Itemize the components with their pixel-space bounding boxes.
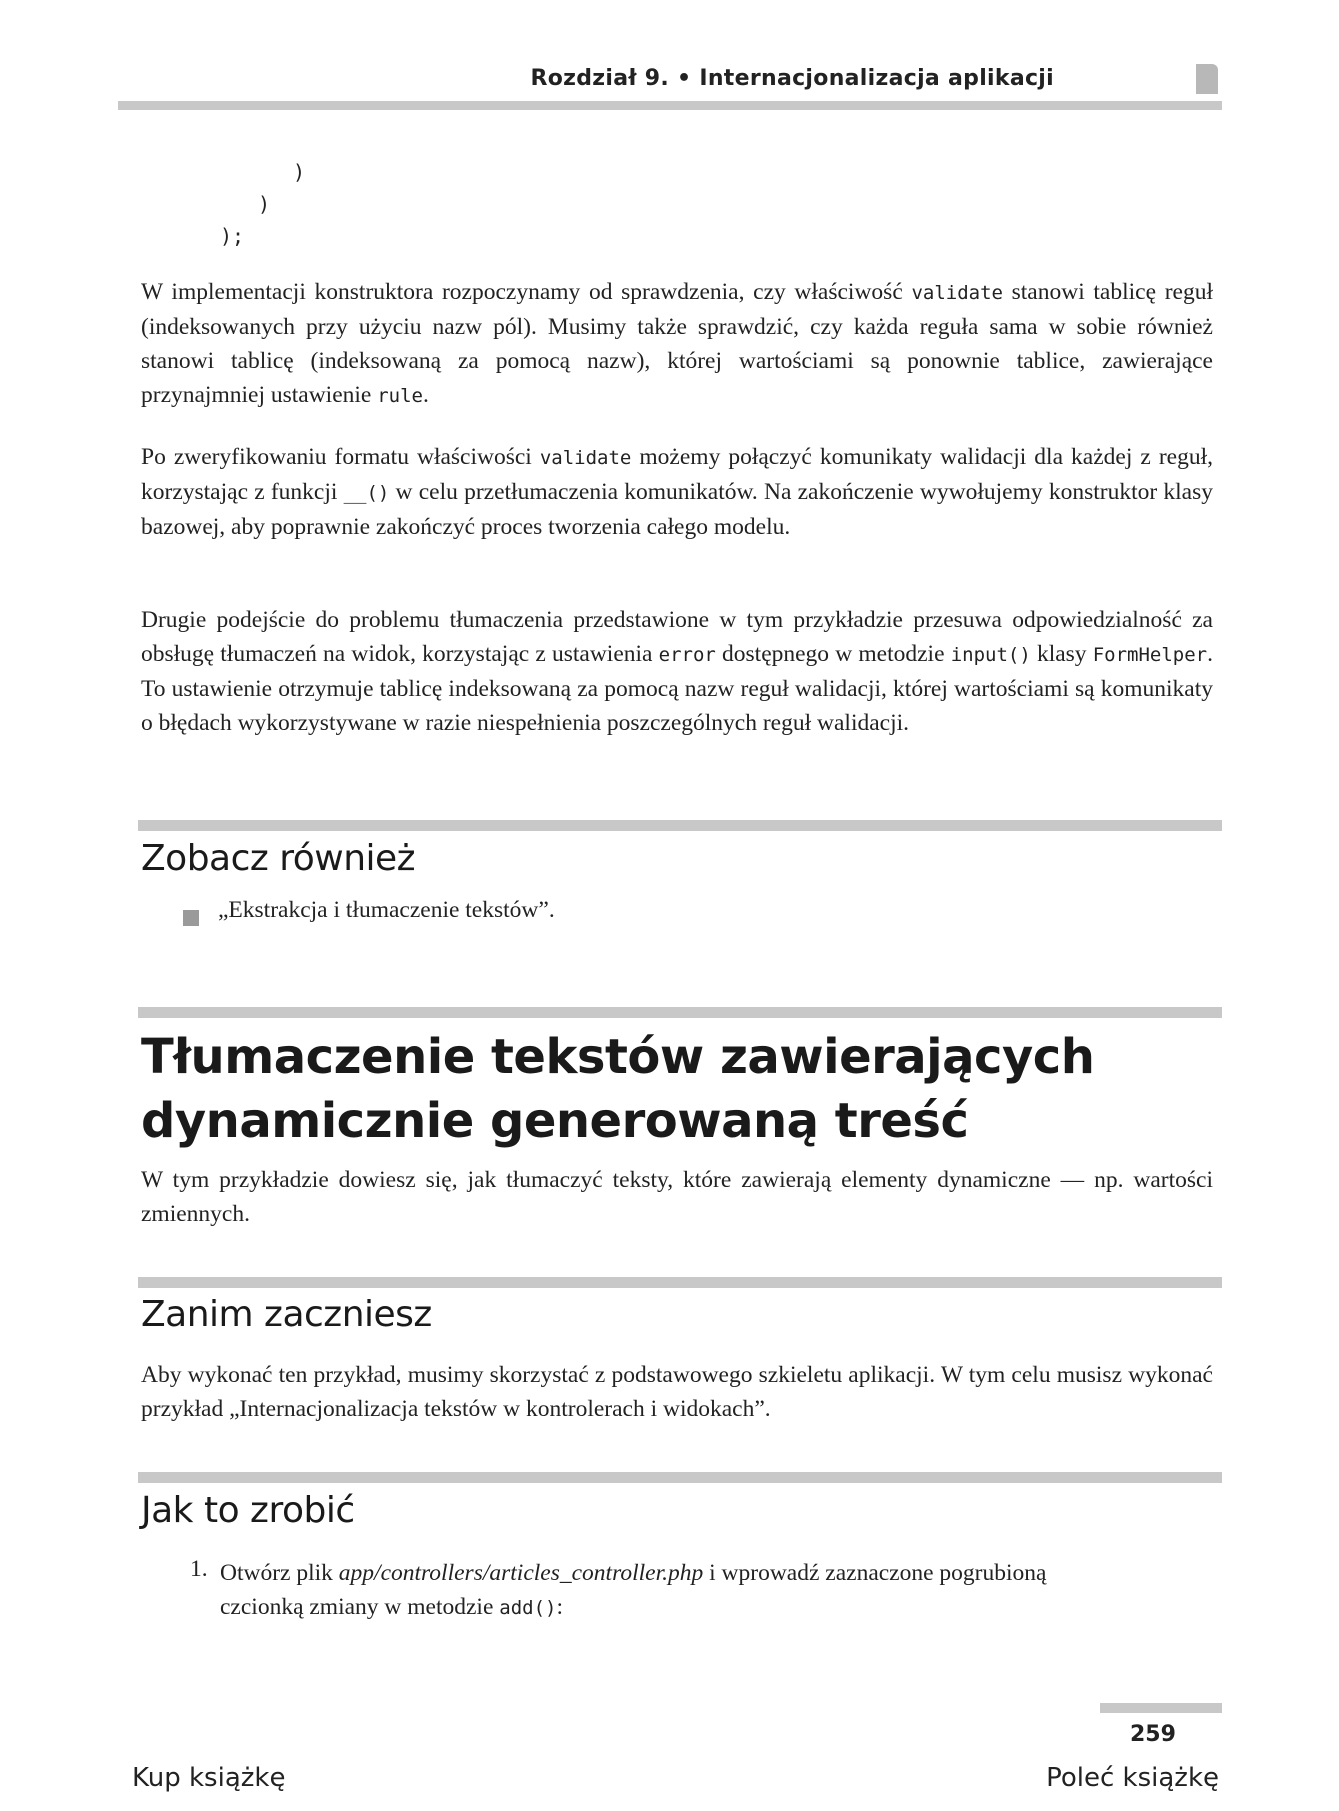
bullet-square-icon: [183, 910, 199, 926]
section-rule: [138, 1472, 1222, 1483]
recipe-title: [141, 1025, 1221, 1153]
inline-code: validate: [539, 447, 632, 469]
recommend-book-link[interactable]: Poleć książkę: [1046, 1763, 1219, 1793]
before-you-begin-heading: Zanim zaczniesz: [141, 1294, 432, 1335]
inline-code: input(): [950, 644, 1031, 666]
code-line: ): [293, 160, 306, 184]
text-run: Drugie podejście do problemu tłumaczenia przedstawione w tym przykładzie przesuwa odpowiedzialność za obsługę tłumaczeń na widok, korzystając z ustawienia: [141, 607, 1213, 667]
code-line: ): [258, 192, 271, 216]
recipe-title-line: Tłumaczenie tekstów zawierających: [141, 1029, 1095, 1085]
text-run: Po zweryfikowaniu formatu właściwości: [141, 444, 540, 470]
text-run: w celu przetłumaczenia komunikatów. Na zakończenie wywołujemy konstruktor klasy bazowej, aby poprawnie zakończyć proces tworzenia całego modelu.: [141, 479, 1213, 540]
body-paragraph: [141, 440, 1213, 544]
step-end: :: [556, 1594, 564, 1620]
inline-code: FormHelper: [1092, 644, 1208, 666]
how-to-heading: Jak to zrobić: [141, 1490, 355, 1531]
section-rule: [138, 1277, 1222, 1288]
step-text-before: Otwórz plik: [220, 1560, 339, 1586]
text-run: możemy połączyć komunikaty walidacji dla każdej z reguł, korzystając z funkcji: [141, 444, 1213, 505]
text-run: dostępnego w metodzie: [715, 641, 951, 667]
body-paragraph: [141, 603, 1213, 740]
inline-code: error: [658, 644, 716, 666]
recipe-title-line: dynamicznie generowaną treść: [141, 1093, 969, 1149]
recipe-intro: W tym przykładzie dowiesz się, jak tłumaczyć teksty, które zawierają elementy dynamiczne — np. wartości zmiennych.: [141, 1167, 1213, 1227]
step-code: add(): [499, 1597, 557, 1619]
body-paragraph: [141, 275, 1213, 413]
step-file-path: app/controllers/articles_controller.php: [338, 1560, 704, 1586]
text-run: .: [423, 382, 429, 408]
text-run: klasy: [1030, 641, 1093, 667]
see-also-heading: Zobacz również: [141, 838, 416, 879]
step-text: [220, 1556, 1120, 1625]
text-run: stanowi tablicę reguł (indeksowanych przy użyciu nazw pól). Musimy także sprawdzić, czy każda reguła sama w sobie również stanowi tablicę (indeksowaną za pomocą nazw), której wartościami są ponownie tablice, zawierające przynajmniej ustawienie: [141, 279, 1213, 408]
step-text-after: i wprowadź zaznaczone pogrubioną czcionką zmiany w metodzie: [220, 1560, 1047, 1620]
page-number: 259: [1130, 1722, 1176, 1747]
header-rule: [118, 101, 1222, 110]
see-also-item: „Ekstrakcja i tłumaczenie tekstów”.: [218, 897, 555, 923]
buy-book-link[interactable]: Kup książkę: [132, 1763, 286, 1793]
inline-code: __(): [343, 482, 390, 504]
page-number-rule: [1100, 1703, 1222, 1713]
step-number: 1.: [190, 1556, 208, 1582]
before-you-begin-text: Aby wykonać ten przykład, musimy skorzystać z podstawowego szkieletu aplikacji. W tym celu musisz wykonać przykład „Internacjonalizacja tekstów w kontrolerach i widokach”.: [141, 1362, 1213, 1422]
section-rule: [138, 1007, 1222, 1018]
text-run: . To ustawienie otrzymuje tablicę indeksowaną za pomocą nazw reguł walidacji, której wartościami są komunikaty o błędach wykorzystywane w razie niespełnienia poszczególnych reguł walidacji.: [141, 641, 1213, 736]
header-tab-marker: [1196, 64, 1218, 94]
inline-code: rule: [377, 385, 423, 407]
section-rule: [138, 820, 1222, 831]
chapter-header: Rozdział 9. • Internacjonalizacja aplikacji: [530, 66, 1054, 91]
text-run: W implementacji konstruktora rozpoczynamy od sprawdzenia, czy właściwość: [141, 279, 912, 305]
code-line: );: [220, 224, 245, 248]
inline-code: validate: [911, 282, 1003, 304]
